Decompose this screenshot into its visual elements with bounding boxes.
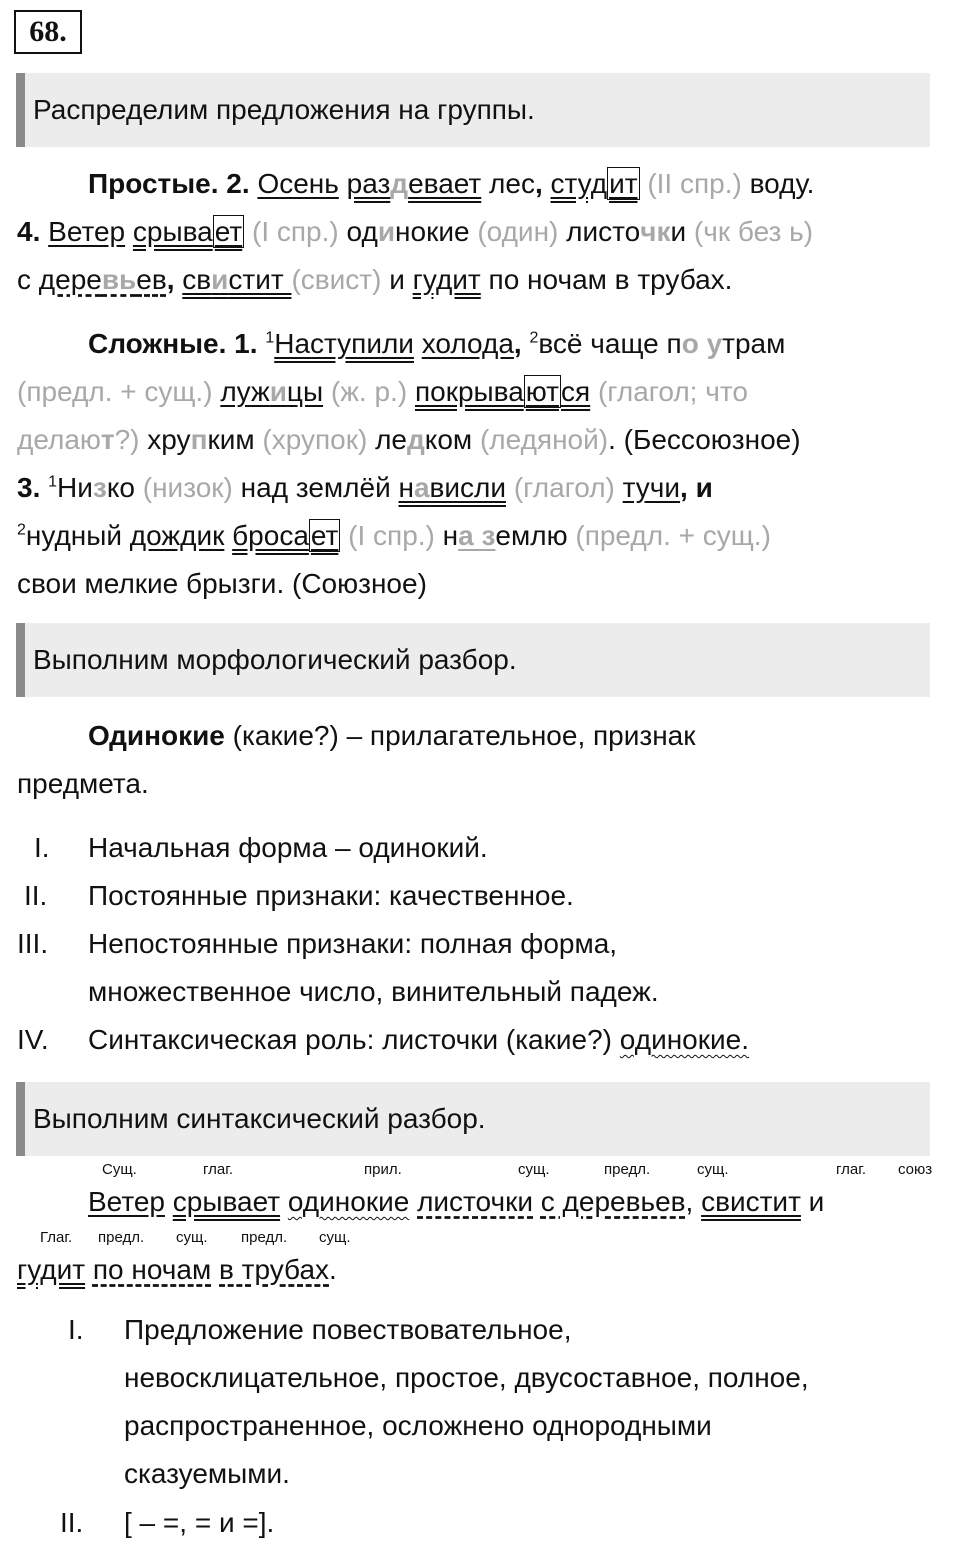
- morph-item-num: IV.: [17, 1024, 49, 1055]
- morph-intro-line2: предмета.: [17, 768, 149, 799]
- pos-label: предл.: [98, 1229, 145, 1246]
- morph-item-text: множественное число, винительный падеж.: [88, 976, 659, 1007]
- simple-sentence-4: 4. Ветер срывает (I спр.) одинокие (один) листочки (чк без ь): [17, 216, 814, 247]
- complex-sentence-3-cont: $^2$нудный дождик бросает (I спр.) на землю (предл. + сущ.): [17, 520, 771, 551]
- syntax-sentence-line2: гудит по ночам в трубах.: [17, 1254, 337, 1285]
- syntax-sentence-line1: Ветер срывает одинокие листочки с деревьев, свистит и: [88, 1186, 825, 1217]
- pos-label: глаг.: [836, 1161, 867, 1178]
- pos-label: сущ.: [518, 1161, 550, 1178]
- simple-sentence-2: Простые. 2. Осень раздевает лес, студит (II спр.) воду.: [88, 168, 815, 199]
- pos-label: сущ.: [697, 1161, 729, 1178]
- pos-label: союз: [898, 1161, 933, 1178]
- morph-item-text: Начальная форма – одинокий.: [88, 832, 488, 863]
- complex-sentence-3: 3. $^1$Низко (низок) над землёй нависли (глагол) тучи, и: [17, 472, 713, 503]
- pos-label: предл.: [241, 1229, 288, 1246]
- morph-item-num: II.: [24, 880, 48, 911]
- pos-label: Глаг.: [40, 1229, 73, 1246]
- section-header-groups: Распределим предложения на группы.: [16, 73, 930, 147]
- complex-sentence-3-cont2: свои мелкие брызги. (Союзное): [17, 568, 427, 599]
- morph-intro: [88, 720, 696, 752]
- complex-sentence-1: Сложные. 1. $^1$Наступили холода, $^2$всё чаще по утрам: [88, 328, 786, 359]
- syntax-item-line: невосклицательное, простое, двусоставное, полное,: [124, 1362, 809, 1393]
- simple-label: Простые.: [88, 168, 219, 199]
- pos-label: предл.: [604, 1161, 651, 1178]
- pos-label: прил.: [364, 1161, 402, 1178]
- asyndetic-label: (Бессоюзное): [623, 424, 801, 455]
- complex-label: Сложные.: [88, 328, 227, 359]
- pos-label: глаг.: [203, 1161, 234, 1178]
- morph-item-num: I.: [34, 832, 50, 863]
- morph-word: Одинокие: [88, 720, 225, 751]
- morph-item-text: Постоянные признаки: качественное.: [88, 880, 574, 911]
- syntax-item-line: сказуемыми.: [124, 1458, 290, 1489]
- morph-intro-rest: (какие?) – прилагательное, признак: [232, 720, 696, 751]
- simple-sentence-4-cont: с деревьев, свистит (свист) и гудит по ночам в трубах.: [17, 264, 733, 295]
- syntax-item-line: Предложение повествовательное,: [124, 1314, 572, 1345]
- morph-item-text: Синтаксическая роль: листочки (какие?) одинокие.: [88, 1024, 749, 1055]
- syntax-item-num: I.: [68, 1314, 84, 1345]
- pos-label: сущ.: [176, 1229, 208, 1246]
- exercise-number: 68.: [14, 10, 82, 54]
- morph-item-text: Непостоянные признаки: полная форма,: [88, 928, 618, 959]
- syntax-scheme: [ – =, = и =].: [124, 1507, 275, 1538]
- syntax-item-num: II.: [60, 1507, 84, 1538]
- morph-item-num: III.: [17, 928, 49, 959]
- complex-sentence-1-cont: (предл. + сущ.) лужицы (ж. р.) покрываются (глагол; что: [17, 376, 748, 407]
- pos-label: Сущ.: [102, 1161, 137, 1178]
- section-header-morph: Выполним морфологический разбор.: [16, 623, 930, 697]
- complex-sentence-1-cont2: делают?) хрупким (хрупок) ледком (ледяной). (Бессоюзное): [17, 424, 801, 455]
- syndetic-label: (Союзное): [292, 568, 427, 599]
- section-header-syntax: Выполним синтаксический разбор.: [16, 1082, 930, 1156]
- pos-label: сущ.: [319, 1229, 351, 1246]
- syntax-item-line: распространенное, осложнено однородными: [124, 1410, 712, 1441]
